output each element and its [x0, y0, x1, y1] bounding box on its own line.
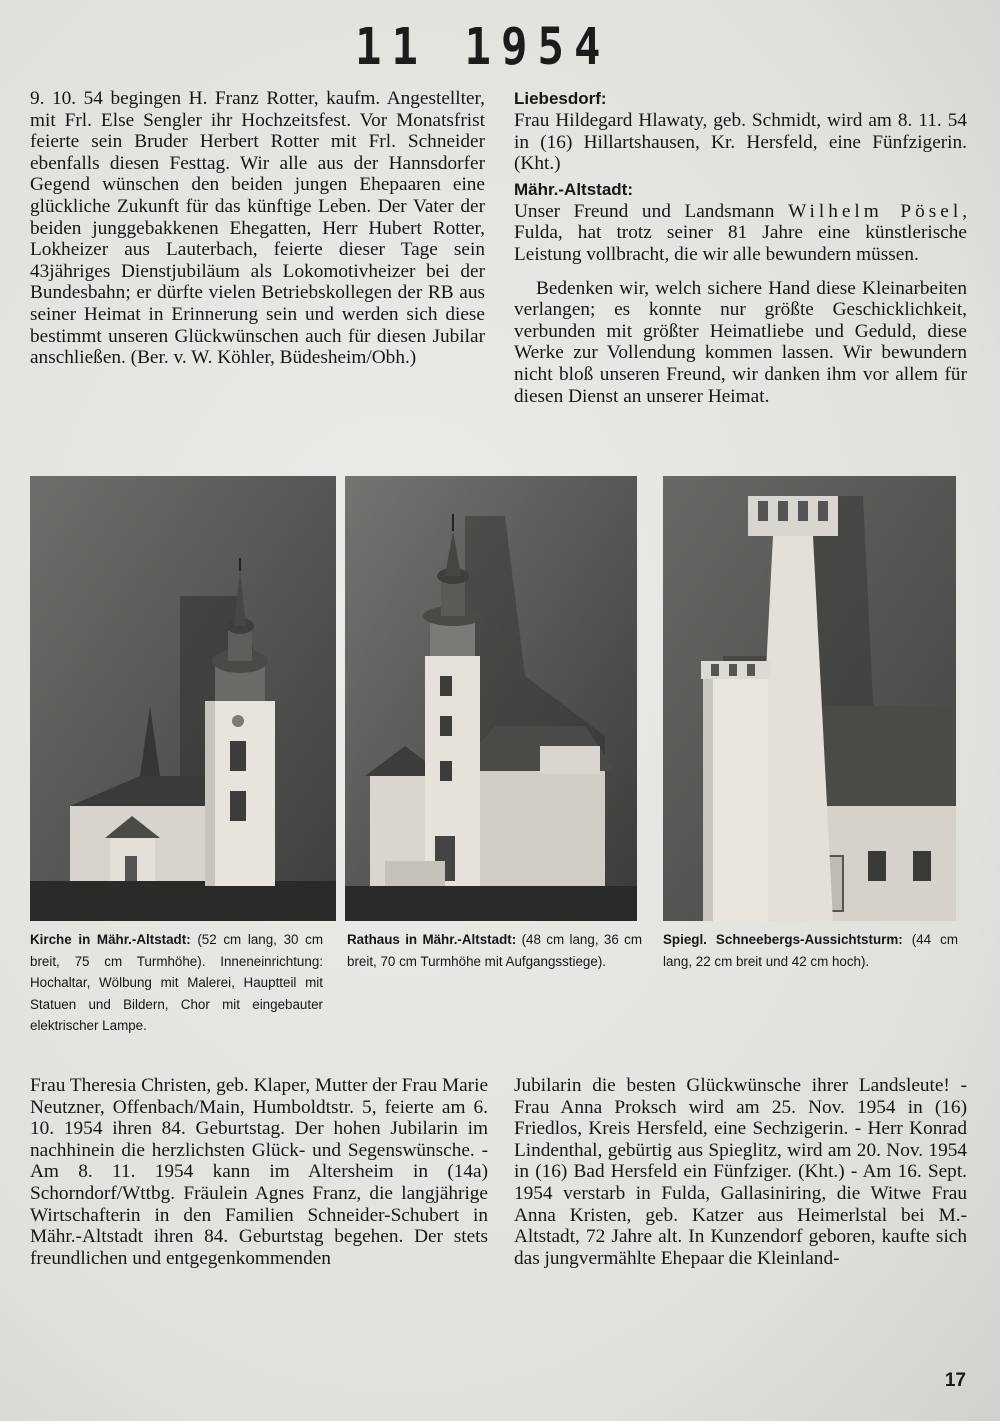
article-paragraph: 9. 10. 54 begingen H. Franz Rotter, kaufm. Angestellter, mit Frl. Else Sengler ihr Hochzeitsfest. Vor Monatsfrist feierte sein Bruder Herbert Rotter mit Frl. Schneider ebenfalls diesen Festtag. Wir alle aus der Hannsdorfer Gegend wünschen den beiden jungen Ehepaaren eine glückliche Zukunft für das künftige Leben. Der Vater der beiden junggebakkenen Ehegatten, Herr Hubert Rotter, Lokheizer aus Lauterbach, feierte dieser Tage sein 43jähriges Dienstjubiläum als Lokomotivheizer bei der Bundesbahn; er dürfte vielen Betriebskollegen der RB aus seiner Heimat in Erinnerung sein und werden sich diese bestimmt unseren Glückwünschen auch für diesen Jubilar anschließen. (Ber. v. W. Köhler, Büdesheim/Obh.) — [30, 88, 485, 369]
photo-tower-model — [663, 476, 956, 921]
photo-townhall-model — [345, 476, 637, 921]
photo-caption-townhall: Rathaus in Mähr.-Altstadt: (48 cm lang, 36 cm breit, 70 cm Turmhöhe mit Aufgangsstiege). — [347, 932, 643, 969]
page-number: 17 — [944, 1370, 966, 1391]
article-column-right-top — [514, 88, 967, 407]
person-name: Wilhelm Pösel — [788, 200, 963, 222]
section-heading-liebesdorf: Liebesdorf: — [514, 89, 607, 108]
article-paragraph: Jubilarin die besten Glückwünsche ihrer Landsleute! - Frau Anna Proksch wird am 25. Nov. 1954 in (16) Friedlos, Kreis Hersfeld, eine Sechzigerin. - Herr Konrad Lindenthal, gebürtig aus Spieglitz, wird am 20. Nov. 1954 in (16) Bad Hersfeld ein Fünfziger. (Kht.) - Am 16. Sept. 1954 verstarb in Fulda, Gallasiniring, die Witwe Frau Anna Kristen, geb. Katzer aus Heimerlstal bei M.-Altstadt, 72 Jahre alt. In Kunzendorf geboren, kaufte sich das jungvermählte Ehepaar die Kleinland- — [514, 1075, 967, 1269]
photo-caption-tower: Spiegl. Schneebergs-Aussichtsturm: (44 cm lang, 22 cm breit und 42 cm hoch). — [663, 932, 958, 969]
article-paragraph: Bedenken wir, welch sichere Hand diese Kleinarbeiten verlangen; es konnte nur größte Geschicklichkeit, verbunden mit größter Heimatliebe und Geduld, diese Werke zur Vollendung kommen lassen. Wir bewundern nicht bloß unseren Freund, wir danken ihm vor allem für diesen Dienst an unserer Heimat. — [514, 277, 967, 407]
article-paragraph: Unser Freund und Landsmann Wilhelm Pösel, Fulda, hat trotz seiner 81 Jahre eine künstlerische Leistung vollbracht, die wir alle bewundern müssen. — [514, 200, 968, 265]
article-column-right-bottom — [514, 1075, 967, 1269]
photo-church-model — [30, 476, 336, 921]
photo-caption-church: Kirche in Mähr.-Altstadt: (52 cm lang, 30 cm breit, 75 cm Turmhöhe). Inneneinrichtung: Hochaltar, Wölbung mit Malerei, Hauptteil mit Statuen und Bildern, Chor mit eingebauter elektrischer Lampe. — [30, 932, 323, 1033]
section-heading-altstadt: Mähr.-Altstadt: — [514, 179, 633, 199]
article-column-left-top — [30, 88, 485, 369]
date-stamp: 11 1954 — [355, 18, 611, 77]
article-column-left-bottom — [30, 1075, 488, 1269]
article-paragraph: Frau Hildegard Hlawaty, geb. Schmidt, wird am 8. 11. 54 in (16) Hillartshausen, Kr. Hersfeld, eine Fünfzigerin. (Kht.) — [514, 110, 967, 175]
article-paragraph: Frau Theresia Christen, geb. Klaper, Mutter der Frau Marie Neutzner, Offenbach/Main, Humboldtstr. 5, feierte am 6. 10. 1954 ihren 84. Geburtstag. Der hohen Jubilarin im nachhinein die herzlichsten Glück- und Segenswünsche. - Am 8. 11. 1954 kann im Altersheim in (14a) Schorndorf/Wttbg. Fräulein Agnes Franz, die langjährige Wirtschafterin in den Familien Schneider-Schubert in Mähr.-Altstadt ihren 84. Geburtstag begehen. Der stets freundlichen und entgegenkommenden — [30, 1075, 488, 1269]
